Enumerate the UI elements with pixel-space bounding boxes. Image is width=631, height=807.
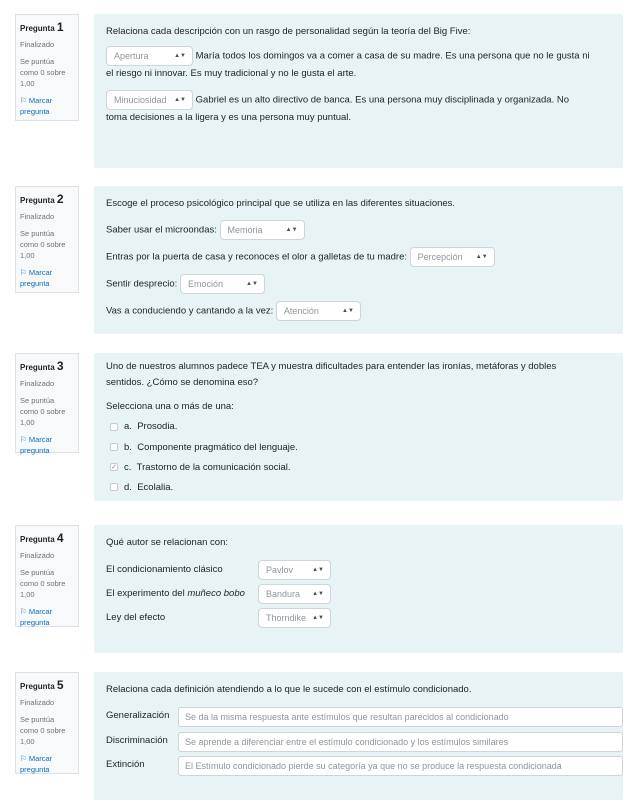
option-text: Componente pragmático del lenguaje. bbox=[137, 441, 298, 453]
option-letter: b. bbox=[124, 441, 132, 453]
answer-option[interactable] bbox=[110, 419, 611, 435]
answer-option[interactable] bbox=[110, 440, 611, 456]
item-text: Entras por la puerta de casa y reconoces el olor a galletas de tu madre: bbox=[106, 251, 408, 263]
item-text-plain: El experimento del bbox=[106, 588, 188, 599]
option-text: Ecolalia. bbox=[137, 481, 174, 493]
match-item bbox=[106, 274, 611, 294]
chevron-updown-icon: ▲▼ bbox=[312, 615, 324, 621]
question-state: Finalizado bbox=[20, 212, 55, 222]
answer-select[interactable] bbox=[180, 274, 265, 294]
answer-option[interactable] bbox=[110, 460, 611, 476]
item-text: Sentir desprecio: bbox=[106, 278, 178, 290]
question-grade: Se puntúa como 0 sobre 1,00 bbox=[20, 396, 66, 428]
flag-icon: ⚐ bbox=[20, 267, 27, 277]
answer-field[interactable]: El Estímulo condicionado pierde su categoría ya que no se produce la respuesta condicionada bbox=[178, 756, 623, 776]
answer-select[interactable] bbox=[258, 560, 331, 580]
chevron-updown-icon: ▲▼ bbox=[312, 591, 324, 597]
flag-label: Marcar pregunta bbox=[20, 434, 53, 455]
question-content bbox=[94, 525, 623, 653]
answer-select[interactable] bbox=[276, 301, 361, 321]
flag-icon: ⚐ bbox=[20, 434, 27, 444]
question-state: Finalizado bbox=[20, 698, 55, 708]
question-grade: Se puntúa como 0 sobre 1,00 bbox=[20, 57, 66, 89]
select-value: Pavlov bbox=[266, 565, 294, 575]
chevron-updown-icon: ▲▼ bbox=[174, 53, 186, 60]
item-text-emphasis: muñeco bobo bbox=[187, 588, 245, 599]
question-prompt: Qué autor se relacionan con: bbox=[106, 537, 228, 548]
question-prompt-line: Uno de nuestros alumnos padece TEA y muestra dificultades para entender las ironías, metáforas y dobles bbox=[106, 361, 557, 372]
flag-label: Marcar pregunta bbox=[20, 267, 53, 288]
match-item bbox=[106, 301, 611, 321]
question-number-label: Pregunta bbox=[20, 196, 55, 205]
select-value: Atención bbox=[283, 306, 319, 317]
question-number-label: Pregunta bbox=[20, 363, 55, 372]
question-grade: Se puntúa como 0 sobre 1,00 bbox=[20, 568, 66, 600]
question-grade: Se puntúa como 0 sobre 1,00 bbox=[20, 229, 66, 261]
match-item bbox=[106, 247, 611, 267]
flag-question-link[interactable] bbox=[20, 268, 74, 290]
question-number-value: 5 bbox=[56, 678, 64, 692]
option-text: Trastorno de la comunicación social. bbox=[136, 461, 291, 473]
checkbox[interactable] bbox=[110, 423, 118, 431]
item-text-continued: el riesgo ni innovar. Es muy tradicional y no le gusta el arte. bbox=[106, 68, 357, 80]
question-info bbox=[15, 525, 79, 627]
flag-question-link[interactable] bbox=[20, 435, 74, 457]
question-number bbox=[20, 19, 74, 36]
question-info bbox=[15, 353, 79, 453]
question-number-label: Pregunta bbox=[20, 24, 55, 33]
flag-icon: ⚐ bbox=[20, 753, 27, 763]
chevron-updown-icon: ▲▼ bbox=[312, 567, 324, 573]
question-number bbox=[20, 677, 74, 694]
question-number-label: Pregunta bbox=[20, 535, 55, 544]
question-prompt: Relaciona cada descripción con un rasgo de personalidad según la teoría del Big Five: bbox=[106, 26, 471, 37]
checkbox[interactable] bbox=[110, 483, 118, 491]
checkbox-checked[interactable] bbox=[110, 463, 118, 471]
question-content bbox=[94, 672, 623, 800]
flag-label: Marcar pregunta bbox=[20, 95, 53, 116]
answer-option[interactable] bbox=[110, 480, 611, 496]
question-number bbox=[20, 191, 74, 208]
answer-field[interactable]: Se aprende a diferenciar entre el estímulo condicionado y los estímulos similares bbox=[178, 732, 623, 752]
answer-select[interactable] bbox=[106, 46, 193, 66]
item-label: Generalización bbox=[106, 710, 170, 721]
flag-label: Marcar pregunta bbox=[20, 606, 53, 627]
select-value: Thorndike bbox=[266, 613, 307, 623]
answer-options bbox=[106, 419, 611, 496]
question-prompt: Relaciona cada definición atendiendo a lo que le sucede con el estímulo condicionado. bbox=[106, 684, 472, 695]
question-state: Finalizado bbox=[20, 379, 55, 389]
option-text: Prosodia. bbox=[137, 421, 178, 433]
match-item bbox=[106, 220, 611, 240]
question-info bbox=[15, 186, 79, 293]
question-content bbox=[94, 186, 623, 334]
flag-icon: ⚐ bbox=[20, 606, 27, 616]
item-label: Extinción bbox=[106, 759, 145, 770]
question-number-value: 4 bbox=[56, 531, 64, 545]
check-icon: ✓ bbox=[111, 464, 117, 472]
chevron-updown-icon: ▲▼ bbox=[342, 308, 354, 315]
answer-instruction: Selecciona una o más de una: bbox=[106, 401, 234, 413]
item-text bbox=[106, 586, 245, 602]
flag-question-link[interactable] bbox=[20, 754, 74, 776]
item-text-continued: toma decisiones a la ligera y es una persona muy puntual. bbox=[106, 112, 352, 124]
chevron-updown-icon: ▲▼ bbox=[174, 97, 186, 104]
answer-select[interactable] bbox=[410, 247, 495, 267]
option-letter: c. bbox=[124, 461, 132, 473]
question-number bbox=[20, 530, 74, 547]
item-text: El condicionamiento clásico bbox=[106, 564, 223, 575]
select-value: Minuciosidad bbox=[114, 95, 167, 106]
select-value: Apertura bbox=[114, 51, 149, 62]
flag-question-link[interactable] bbox=[20, 607, 74, 629]
question-info bbox=[15, 14, 79, 121]
option-letter: a. bbox=[124, 421, 132, 433]
question-prompt-line: sentidos. ¿Cómo se denomina eso? bbox=[106, 377, 259, 389]
question-info bbox=[15, 672, 79, 774]
question-prompt bbox=[106, 359, 611, 391]
select-value: Memoria bbox=[227, 225, 263, 236]
chevron-updown-icon: ▲▼ bbox=[285, 227, 298, 234]
item-label: Discriminación bbox=[106, 735, 168, 746]
checkbox[interactable] bbox=[110, 443, 118, 451]
flag-label: Marcar pregunta bbox=[20, 753, 53, 774]
item-text: María todos los domingos va a comer a casa de su madre. Es una persona que no le gusta ni bbox=[195, 50, 590, 62]
answer-select[interactable] bbox=[258, 608, 331, 628]
item-text: Vas a conduciendo y cantando a la vez: bbox=[106, 305, 274, 317]
question-prompt: Escoge el proceso psicológico principal que se utiliza en las diferentes situaciones. bbox=[106, 198, 456, 209]
answer-select[interactable] bbox=[258, 584, 331, 604]
select-value: Bandura bbox=[266, 589, 301, 599]
select-value: Emoción bbox=[187, 279, 223, 290]
answer-field[interactable]: Se da la misma respuesta ante estímulos que resultan parecidos al condicionado bbox=[178, 707, 623, 727]
question-number-value: 2 bbox=[56, 192, 64, 206]
answer-select[interactable] bbox=[220, 220, 305, 240]
item-text: Ley del efecto bbox=[106, 612, 166, 623]
chevron-updown-icon: ▲▼ bbox=[475, 254, 488, 261]
question-number-value: 1 bbox=[56, 20, 64, 34]
match-item bbox=[106, 90, 611, 126]
question-number bbox=[20, 358, 74, 375]
flag-icon: ⚐ bbox=[20, 95, 27, 105]
flag-question-link[interactable] bbox=[20, 96, 74, 118]
question-grade: Se puntúa como 0 sobre 1,00 bbox=[20, 715, 66, 747]
chevron-updown-icon: ▲▼ bbox=[246, 281, 258, 288]
match-item bbox=[106, 46, 611, 82]
question-state: Finalizado bbox=[20, 551, 55, 561]
answer-select[interactable] bbox=[106, 90, 193, 110]
question-content bbox=[94, 353, 623, 501]
question-content bbox=[94, 14, 623, 168]
item-text: Gabriel es un alto directivo de banca. Es una persona muy disciplinada y organizada. No bbox=[195, 94, 569, 106]
option-letter: d. bbox=[124, 481, 132, 493]
question-state: Finalizado bbox=[20, 40, 55, 50]
item-text: Saber usar el microondas: bbox=[106, 224, 217, 236]
select-value: Percepción bbox=[417, 252, 463, 263]
question-number-label: Pregunta bbox=[20, 682, 55, 691]
question-number-value: 3 bbox=[56, 359, 64, 373]
